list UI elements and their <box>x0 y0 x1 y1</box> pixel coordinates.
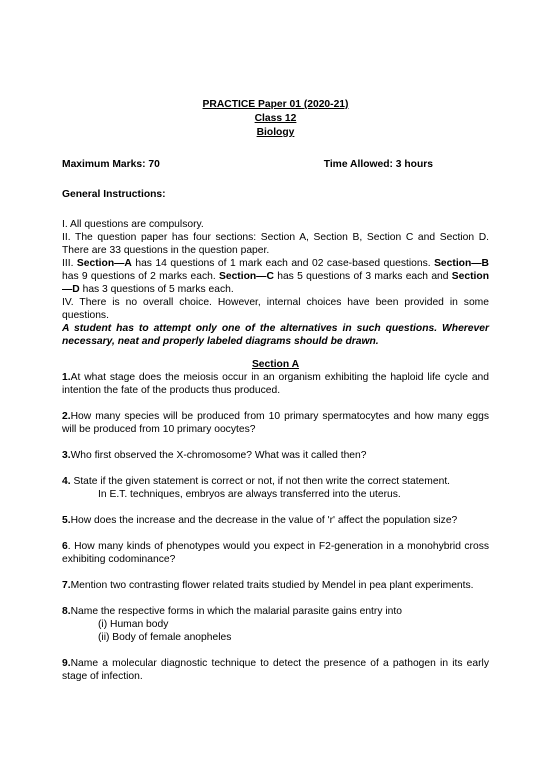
question-8 <box>62 605 489 644</box>
section-a-title: Section A <box>251 359 300 370</box>
question-8-option-1: (i) Human body <box>98 619 169 630</box>
general-instructions-title: General Instructions: <box>62 189 166 200</box>
question-number: 9. <box>62 658 71 669</box>
question-text: Who first observed the X-chromosome? What was it called then? <box>70 450 367 461</box>
marks-time-row <box>62 158 489 171</box>
section-a-label: Section—A <box>76 258 132 269</box>
question-number: 1. <box>62 372 71 383</box>
question-number: 5. <box>62 515 71 526</box>
instruction-3-part1: has 14 questions of 1 mark each and 02 case-based questions. <box>131 258 435 269</box>
section-d-label: Section—D <box>62 271 489 295</box>
question-text: State if the given statement is correct or not, if not then write the correct statement. <box>70 476 451 487</box>
question-number: 6 <box>62 541 68 552</box>
subject-label: Biology <box>256 127 295 138</box>
question-text: . How many kinds of phenotypes would you expect in F2-generation in a monohybrid cross exhibiting codominance? <box>62 541 489 565</box>
question-1 <box>62 371 489 397</box>
document-content <box>62 98 489 696</box>
instruction-emphasis: A student has to attempt only one of the alternatives in such questions. Wherever necessary, neat and properly labeled diagrams should be drawn. <box>62 323 489 347</box>
instruction-3 <box>62 257 489 296</box>
instruction-2: II. The question paper has four sections: Section A, Section B, Section C and Section D. There are 33 questions in the question paper. <box>62 232 489 256</box>
time-allowed: Time Allowed: 3 hours <box>323 159 433 170</box>
question-text: At what stage does the meiosis occur in an organism exhibiting the haploid life cycle and intention the fate of the products thus produced. <box>62 372 489 396</box>
question-4-statement: In E.T. techniques, embryos are always transferred into the uterus. <box>98 489 401 500</box>
instruction-1: I. All questions are compulsory. <box>62 219 204 230</box>
question-2 <box>62 410 489 436</box>
instruction-3-part2: has 9 questions of 2 marks each. <box>62 271 219 282</box>
question-number: 7. <box>62 580 71 591</box>
question-number: 8. <box>62 606 71 617</box>
paper-title: PRACTICE Paper 01 (2020-21) <box>202 99 349 110</box>
question-number: 4. <box>62 476 71 487</box>
maximum-marks: Maximum Marks: 70 <box>62 159 160 170</box>
question-3 <box>62 449 489 462</box>
question-8-option-2: (ii) Body of female anopheles <box>98 632 232 643</box>
question-4 <box>62 475 489 501</box>
section-c-label: Section—C <box>218 271 274 282</box>
class-label: Class 12 <box>254 113 297 124</box>
instructions-block <box>62 218 489 348</box>
question-7 <box>62 579 489 592</box>
instruction-3-prefix: III. <box>62 258 77 269</box>
question-text: Name the respective forms in which the malarial parasite gains entry into <box>70 606 402 617</box>
question-number: 3. <box>62 450 71 461</box>
question-text: Name a molecular diagnostic technique to detect the presence of a pathogen in its early stage of infection. <box>62 658 489 682</box>
question-9 <box>62 657 489 683</box>
instruction-3-part4: has 3 questions of 5 marks each. <box>79 284 234 295</box>
instruction-3-part3: has 5 questions of 3 marks each and <box>273 271 452 282</box>
question-number: 2. <box>62 411 71 422</box>
question-text: How does the increase and the decrease in the value of 'r' affect the population size? <box>70 515 458 526</box>
question-text: How many species will be produced from 10 primary spermatocytes and how many eggs will be produced from 10 primary oocytes? <box>62 411 489 435</box>
section-b-label: Section—B <box>434 258 489 269</box>
question-text: Mention two contrasting flower related traits studied by Mendel in pea plant experiments. <box>70 580 474 591</box>
question-6 <box>62 540 489 566</box>
instruction-4: IV. There is no overall choice. However, internal choices have been provided in some questions. <box>62 297 489 321</box>
question-5 <box>62 514 489 527</box>
